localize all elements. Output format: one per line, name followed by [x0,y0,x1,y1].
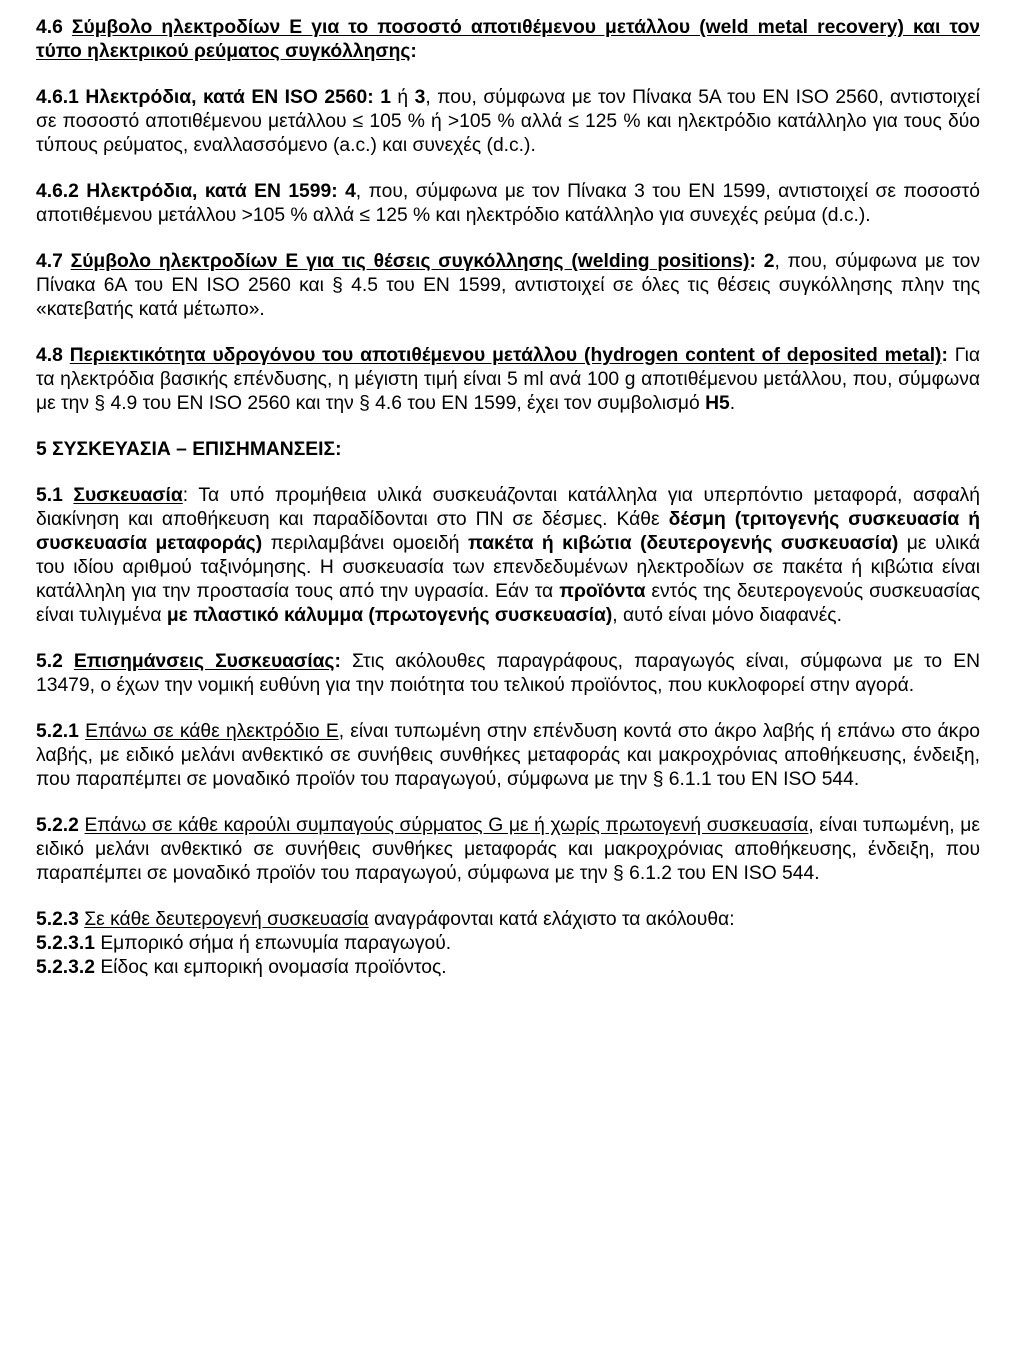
text: Για τα ηλεκτρόδια βασικής επένδυσης, η μέγιστη τιμή είναι 5 ml ανά 100 g αποτιθέμενου μετάλλου, που, σύμφωνα με την § 4.9 του EN ISO 2560 και την § 4.6 του EN 1599, έχει τον συμβολισμό [36,345,981,414]
section-5-2 [36,650,980,698]
section-colon: : [941,345,948,366]
section-number: 5.2.2 [36,815,79,836]
text: , που, σύμφωνα με τον Πίνακα 6A του EN ISO 2560 και § 4.5 του EN 1599, αντιστοιχεί σε όλες τις θέσεις συγκόλλησης πλην της «κατεβατής κατά μέτωπο». [36,251,980,320]
section-colon: : [749,251,756,272]
section-number: 4.6 [36,17,63,38]
text: αναγράφονται κατά ελάχιστο τα ακόλουθα: [368,909,735,930]
text: Στις ακόλουθες παραγράφους, παραγωγός είναι, σύμφωνα με το EN 13479, ο έχων την νομική ευθύνη για την ποιότητα του τελικού προϊόντος, που κυκλοφορεί στην αγορά. [36,651,980,696]
section-title: Σύμβολο ηλεκτροδίων Ε για το ποσοστό αποτιθέμενου μετάλλου (weld metal recovery) και τον τύπο ηλεκτρικού ρεύματος συγκόλλησης [36,17,981,62]
bold-text: με πλαστικό κάλυμμα (πρωτογενής συσκευασία) [166,605,613,626]
bold-text: προϊόντα [559,581,646,602]
section-colon: : [410,41,417,62]
text: , είναι τυπωμένη στην επένδυση κοντά στο άκρο λαβής ή επάνω στο άκρο λαβής, με ειδικό μελάνι ανθεκτικό σε συνήθεις συνθήκες μεταφοράς και μακροχρόνιας αποθήκευσης, ένδειξη, που παραπέμπει σε μοναδικό προϊόν του παραγωγού, σύμφωνα με την § 6.1.1 του EN ISO 544. [36,721,981,790]
section-4-7 [36,250,980,322]
section-5-2-3-2 [36,956,980,980]
section-title: Περιεκτικότητα υδρογόνου του αποτιθέμενου μετάλλου (hydrogen content of deposited metal) [69,345,942,366]
text: Εμπορικό σήμα ή επωνυμία παραγωγού. [94,933,452,954]
section-title: Επάνω σε κάθε καρούλι συμπαγούς σύρματος G με ή χωρίς πρωτογενή συσκευασία [84,815,809,836]
text: , που, σύμφωνα με τον Πίνακα 3 του EN 1599, αντιστοιχεί σε ποσοστό αποτιθέμενου μετάλλου >105 % αλλά ≤ 125 % και ηλεκτρόδιο κατάλληλο για συνεχές ρεύμα (d.c.). [36,181,981,226]
section-4-6 [36,16,980,64]
section-title: Σε κάθε δευτερογενή συσκευασία [84,909,369,930]
symbol-value: H5 [705,393,730,414]
section-number: 5.2.1 [36,721,79,742]
section-colon: : [334,651,341,672]
text: . [729,393,736,414]
section-5-1 [36,484,980,628]
section-5-2-1 [36,720,980,792]
symbol-value: 4 [345,181,356,202]
text [756,251,764,272]
symbol-value: 1 [380,87,391,108]
section-number: 5.2 [36,651,63,672]
text: περιλαμβάνει ομοειδή [262,533,468,554]
section-number: 5.1 [36,485,63,506]
section-4-6-2 [36,180,980,228]
section-number: 4.7 [36,251,63,272]
text: εντός της δευτερογενούς συσκευασίας είναι τυλιγμένα [36,581,980,626]
bold-text: δέσμη (τριτογενής συσκευασία ή συσκευασία μεταφοράς) [36,509,981,554]
text: : Τα υπό προμήθεια υλικά συσκευάζονται κατάλληλα για υπερπόντιο μεταφορά, ασφαλή διακίνηση και αποθήκευση και παραδίδονται στο ΠΝ σε δέσμες. Κάθε [36,485,981,530]
subsection-heading: 4.6.1 Ηλεκτρόδια, κατά EN ISO 2560: [36,87,374,108]
section-4-8 [36,344,980,416]
text: Είδος και εμπορική ονομασία προϊόντος. [94,957,447,978]
section-title: Συσκευασία [73,485,183,506]
section-title: Επάνω σε κάθε ηλεκτρόδιο Ε [85,721,339,742]
section-5-2-3 [36,908,980,932]
section-number: 4.8 [36,345,63,366]
text: , είναι τυπωμένη, με ειδικό μελάνι ανθεκτικό σε συνήθεις συνθήκες μεταφοράς και μακροχρόνιας αποθήκευσης, ένδειξη, που παραπέμπει σε μοναδικό προϊόν του παραγωγού, σύμφωνα με την § 6.1.2 του EN ISO 544. [36,815,980,884]
bold-text: πακέτα ή κιβώτια (δευτερογενής συσκευασία) [467,533,899,554]
section-number: 5.2.3 [36,909,79,930]
text: ή [390,87,415,108]
section-number: 5.2.3.1 [36,933,95,954]
section-title: Σύμβολο ηλεκτροδίων Ε για τις θέσεις συγκόλλησης (welding positions) [70,251,750,272]
section-4-6-1 [36,86,980,158]
symbol-value: 2 [763,251,775,272]
text [338,181,345,202]
text: , που, σύμφωνα με τον Πίνακα 5A του EN ISO 2560, αντιστοιχεί σε ποσοστό αποτιθέμενου μετάλλου ≤ 105 % ή >105 % αλλά ≤ 125 % και ηλεκτρόδιο κατάλληλο για τους δύο τύπους ρεύματος, εναλλασσόμενο (a.c.) και συνεχές (d.c.). [36,87,981,156]
section-title: Επισημάνσεις Συσκευασίας [73,651,335,672]
text: με υλικά του ιδίου αριθμού ταξινόμησης. Η συσκευασία των επενδεδυμένων ηλεκτροδίων σε πακέτα ή κιβώτια είναι κατάλληλη για την προστασία τους από την υγρασία. Εάν τα [36,533,980,602]
subsection-heading: 4.6.2 Ηλεκτρόδια, κατά EN 1599: [36,181,338,202]
text: , αυτό είναι μόνο διαφανές. [612,605,842,626]
section-5-2-3-1 [36,932,980,956]
section-number: 5.2.3.2 [36,957,95,978]
symbol-value: 3 [414,87,426,108]
chapter-heading: 5 ΣΥΣΚΕΥΑΣΙΑ – ΕΠΙΣΗΜΑΝΣΕΙΣ: [36,439,342,460]
section-5-2-2 [36,814,980,886]
